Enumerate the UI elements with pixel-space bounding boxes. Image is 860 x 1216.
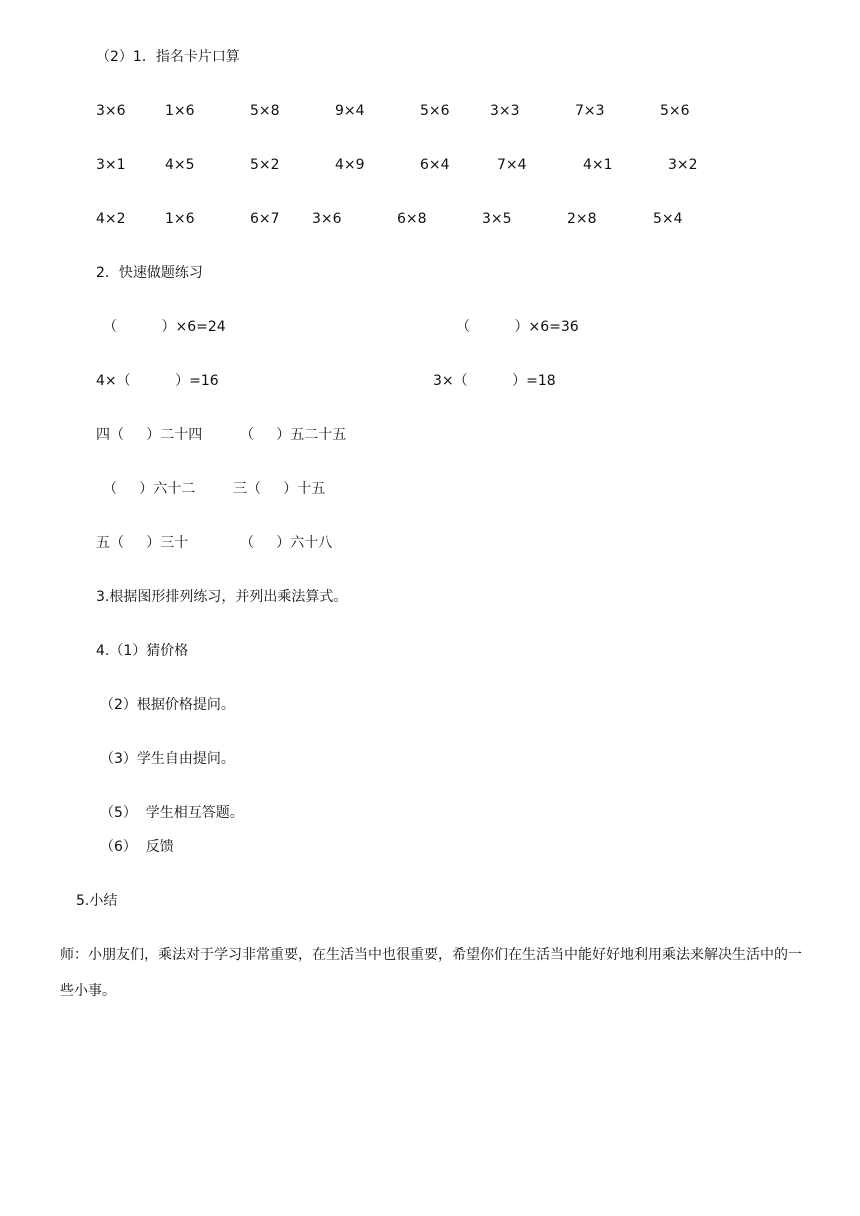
- oral-row-3: [0, 210, 860, 228]
- rhyme-fill-5: 五（ ）三十: [96, 535, 189, 551]
- section-title-oral: （2）1．指名卡片口算: [96, 49, 240, 65]
- expression: 3×6: [96, 103, 126, 119]
- fill-blank-1: （ ）×6=24: [103, 319, 226, 335]
- summary-paragraph: 师：小朋友们，乘法对于学习非常重要，在生活当中也很重要，希望你们在生活当中能好好地利用乘法来解决生活中的一些小事。: [60, 947, 802, 999]
- expression: 4×5: [165, 157, 195, 173]
- expression: 5×6: [420, 103, 450, 119]
- expression: 3×5: [482, 211, 512, 227]
- expression: 1×6: [165, 211, 195, 227]
- expression: 9×4: [335, 103, 365, 119]
- oral-row-1: [0, 102, 860, 120]
- expression: 2×8: [567, 211, 597, 227]
- fill-blank-4: 3×（ ）=18: [433, 373, 556, 389]
- expression: 7×4: [497, 157, 527, 173]
- item-4-2: （2）根据价格提问。: [100, 697, 235, 713]
- item-3: 3.根据图形排列练习，并列出乘法算式。: [96, 589, 348, 605]
- expression: 5×2: [250, 157, 280, 173]
- expression: 3×6: [312, 211, 342, 227]
- item-4-6: （6） 反馈: [100, 839, 174, 855]
- expression: 6×8: [397, 211, 427, 227]
- expression: 5×6: [660, 103, 690, 119]
- rhyme-fill-4: 三（ ）十五: [233, 481, 326, 497]
- expression: 3×1: [96, 157, 126, 173]
- expression: 1×6: [165, 103, 195, 119]
- item-5-summary-title: 5.小结: [76, 893, 118, 909]
- expression: 7×3: [575, 103, 605, 119]
- expression: 6×4: [420, 157, 450, 173]
- rhyme-fill-2: （ ）五二十五: [240, 427, 347, 443]
- expression: 6×7: [250, 211, 280, 227]
- section-title-quick: 2．快速做题练习: [96, 265, 203, 281]
- expression: 5×4: [653, 211, 683, 227]
- expression: 3×2: [668, 157, 698, 173]
- fill-blank-2: （ ）×6=36: [456, 319, 579, 335]
- oral-row-2: [0, 156, 860, 174]
- expression: 5×8: [250, 103, 280, 119]
- item-4-1: 4.（1）猜价格: [96, 643, 189, 659]
- expression: 4×9: [335, 157, 365, 173]
- item-4-5: （5） 学生相互答题。: [100, 805, 244, 821]
- fill-blank-3: 4×（ ）=16: [96, 373, 219, 389]
- expression: 3×3: [490, 103, 520, 119]
- rhyme-fill-1: 四（ ）二十四: [96, 427, 203, 443]
- rhyme-fill-3: （ ）六十二: [103, 481, 196, 497]
- expression: 4×1: [583, 157, 613, 173]
- item-4-3: （3）学生自由提问。: [100, 751, 235, 767]
- rhyme-fill-6: （ ）六十八: [240, 535, 333, 551]
- expression: 4×2: [96, 211, 126, 227]
